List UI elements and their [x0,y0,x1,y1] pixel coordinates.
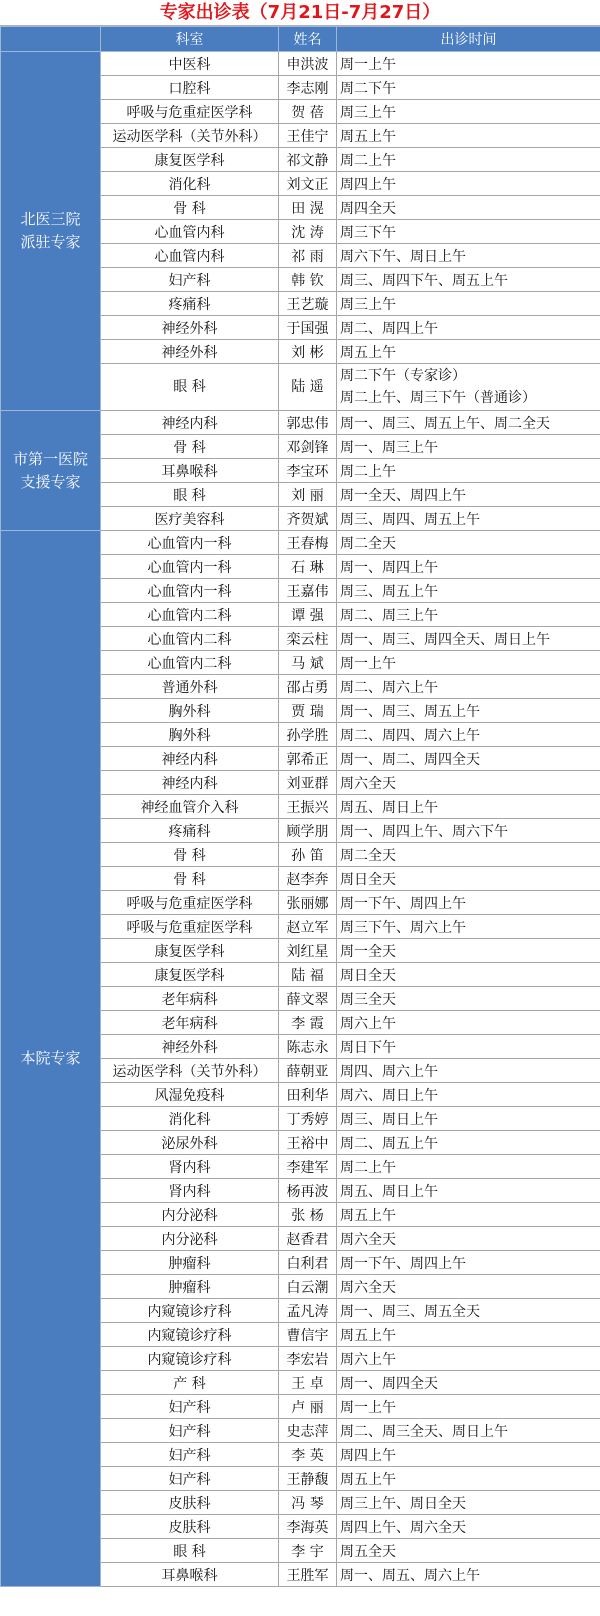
clinic-time-cell [337,100,600,124]
table-row [1,52,600,76]
clinic-time-cell [337,1059,600,1083]
doctor-name-cell: 杨再波 [279,1179,337,1203]
clinic-time-line: 周六、周日上午 [340,1087,438,1104]
doctor-name-cell: 李志刚 [279,76,337,100]
clinic-time-cell [337,651,600,675]
dept-cell: 皮肤科 [101,1515,279,1539]
doctor-name-cell: 王裕中 [279,1131,337,1155]
dept-cell: 运动医学科（关节外科） [101,124,279,148]
clinic-time-cell [337,340,600,364]
dept-cell: 康复医学科 [101,939,279,963]
doctor-name-cell: 卢 丽 [279,1395,337,1419]
clinic-time-line: 周三、周日上午 [340,1111,438,1128]
dept-cell: 神经内科 [101,771,279,795]
doctor-name-cell: 薛朝亚 [279,1059,337,1083]
doctor-name-cell: 陆 福 [279,963,337,987]
clinic-time-cell [337,747,600,771]
dept-cell: 肿瘤科 [101,1275,279,1299]
doctor-name-cell: 陆 遥 [279,364,337,411]
clinic-time-cell [337,915,600,939]
dept-cell: 康复医学科 [101,148,279,172]
header-time: 出诊时间 [337,27,600,52]
clinic-time-line: 周六上午 [340,1351,396,1368]
doctor-name-cell: 王胜军 [279,1563,337,1587]
dept-cell: 妇产科 [101,1419,279,1443]
clinic-time-line: 周五、周日上午 [340,1183,438,1200]
clinic-time-cell [337,1275,600,1299]
clinic-time-cell [337,148,600,172]
clinic-time-cell [337,1539,600,1563]
doctor-name-cell: 丁秀婷 [279,1107,337,1131]
doctor-name-cell: 史志萍 [279,1419,337,1443]
doctor-name-cell: 齐贺斌 [279,507,337,531]
schedule-table [0,26,600,1587]
group-label-line: 派驻专家 [20,233,81,251]
clinic-time-cell [337,627,600,651]
doctor-name-cell: 田 滉 [279,196,337,220]
doctor-name-cell: 曹信宇 [279,1323,337,1347]
clinic-time-line: 周一上午 [340,1399,396,1416]
clinic-time-line: 周四上午、周六全天 [340,1519,466,1536]
header-group [1,27,101,52]
dept-cell: 骨 科 [101,435,279,459]
dept-cell: 心血管内一科 [101,555,279,579]
dept-cell: 胸外科 [101,699,279,723]
doctor-name-cell: 李宝环 [279,459,337,483]
clinic-time-line: 周四上午 [340,1447,396,1464]
clinic-time-line: 周四上午 [340,176,396,193]
clinic-time-line: 周五全天 [340,1543,396,1560]
clinic-time-cell [337,1323,600,1347]
clinic-time-line: 周六全天 [340,1231,396,1248]
group-label [1,52,101,411]
clinic-time-cell [337,603,600,627]
clinic-time-cell [337,1443,600,1467]
doctor-name-cell: 谭 强 [279,603,337,627]
clinic-time-cell [337,268,600,292]
clinic-time-cell [337,1107,600,1131]
clinic-time-line: 周二全天 [340,847,396,864]
dept-cell: 骨 科 [101,196,279,220]
clinic-time-cell [337,891,600,915]
clinic-time-cell [337,675,600,699]
doctor-name-cell: 邓剑锋 [279,435,337,459]
clinic-time-line: 周日全天 [340,967,396,984]
doctor-name-cell: 马 斌 [279,651,337,675]
clinic-time-cell [337,1155,600,1179]
dept-cell: 老年病科 [101,987,279,1011]
clinic-time-line: 周二下午 [340,80,396,97]
clinic-time-cell [337,244,600,268]
doctor-name-cell: 刘 彬 [279,340,337,364]
table-row [1,411,600,435]
dept-cell: 妇产科 [101,1395,279,1419]
clinic-time-line: 周四、周六上午 [340,1063,438,1080]
doctor-name-cell: 申洪波 [279,52,337,76]
dept-cell: 内窥镜诊疗科 [101,1299,279,1323]
clinic-time-cell [337,52,600,76]
dept-cell: 妇产科 [101,1443,279,1467]
doctor-name-cell: 王 卓 [279,1371,337,1395]
doctor-name-cell: 贾 瑞 [279,699,337,723]
clinic-time-line: 周五、周日上午 [340,799,438,816]
clinic-time-line: 周三下午、周六上午 [340,919,466,936]
clinic-time-cell [337,507,600,531]
clinic-time-cell [337,459,600,483]
doctor-name-cell: 刘 丽 [279,483,337,507]
dept-cell: 肾内科 [101,1155,279,1179]
clinic-time-line: 周一、周三、周五上午 [340,703,480,720]
group-label-line: 本院专家 [20,1049,81,1067]
doctor-name-cell: 李海英 [279,1515,337,1539]
clinic-time-cell [337,1563,600,1587]
group-label [1,531,101,1587]
dept-cell: 内分泌科 [101,1203,279,1227]
clinic-time-cell [337,364,600,411]
dept-cell: 疼痛科 [101,819,279,843]
clinic-time-line: 周一、周三、周五上午、周二全天 [340,415,550,432]
dept-cell: 疼痛科 [101,292,279,316]
clinic-time-cell [337,867,600,891]
group-label-line: 北医三院 [20,210,81,228]
clinic-time-cell [337,963,600,987]
dept-cell: 神经内科 [101,411,279,435]
dept-cell: 泌尿外科 [101,1131,279,1155]
clinic-time-cell [337,1011,600,1035]
clinic-time-cell [337,1179,600,1203]
schedule-body [1,52,600,1587]
dept-cell: 骨 科 [101,867,279,891]
clinic-time-line: 周一、周四全天 [340,1375,438,1392]
doctor-name-cell: 赵立军 [279,915,337,939]
clinic-time-line: 周六全天 [340,1279,396,1296]
clinic-time-cell [337,1083,600,1107]
doctor-name-cell: 孟凡涛 [279,1299,337,1323]
clinic-time-line: 周三上午 [340,104,396,121]
clinic-time-cell [337,1347,600,1371]
clinic-time-cell [337,1467,600,1491]
clinic-time-cell [337,819,600,843]
doctor-name-cell: 张丽娜 [279,891,337,915]
clinic-time-line: 周一、周三、周五全天 [340,1303,480,1320]
doctor-name-cell: 贺 蓓 [279,100,337,124]
group-label-line: 支援专家 [20,472,81,491]
dept-cell: 神经外科 [101,316,279,340]
dept-cell: 产 科 [101,1371,279,1395]
dept-cell: 内窥镜诊疗科 [101,1347,279,1371]
doctor-name-cell: 李 霞 [279,1011,337,1035]
clinic-time-cell [337,483,600,507]
dept-cell: 心血管内一科 [101,531,279,555]
clinic-time-cell [337,771,600,795]
clinic-time-cell [337,1251,600,1275]
clinic-time-line: 周二上午 [340,1159,396,1176]
clinic-time-line: 周一、周五、周六上午 [340,1567,480,1584]
dept-cell: 呼吸与危重症医学科 [101,100,279,124]
clinic-time-cell [337,1515,600,1539]
clinic-time-cell [337,1131,600,1155]
clinic-time-line: 周五上午 [340,344,396,361]
clinic-time-cell [337,723,600,747]
clinic-time-line: 周二、周五上午 [340,1135,438,1152]
clinic-time-line: 周一下午、周四上午 [340,1255,466,1272]
clinic-time-line: 周三上午 [340,296,396,313]
doctor-name-cell: 赵李奔 [279,867,337,891]
dept-cell: 心血管内科 [101,220,279,244]
clinic-time-cell [337,555,600,579]
clinic-time-line: 周六全天 [340,775,396,792]
doctor-name-cell: 王嘉伟 [279,579,337,603]
doctor-name-cell: 王振兴 [279,795,337,819]
dept-cell: 消化科 [101,172,279,196]
doctor-name-cell: 祁 雨 [279,244,337,268]
dept-cell: 医疗美容科 [101,507,279,531]
doctor-name-cell: 王佳宁 [279,124,337,148]
doctor-name-cell: 栾云柱 [279,627,337,651]
clinic-time-cell [337,196,600,220]
clinic-time-line: 周一、周四上午 [340,559,438,576]
doctor-name-cell: 白利君 [279,1251,337,1275]
doctor-name-cell: 王春梅 [279,531,337,555]
clinic-time-cell [337,579,600,603]
clinic-time-cell [337,1491,600,1515]
clinic-time-line: 周一、周四上午、周六下午 [340,823,508,840]
doctor-name-cell: 郭忠伟 [279,411,337,435]
dept-cell: 皮肤科 [101,1491,279,1515]
clinic-time-line: 周三下午 [340,224,396,241]
clinic-time-line: 周二、周三上午 [340,607,438,624]
doctor-name-cell: 于国强 [279,316,337,340]
dept-cell: 内分泌科 [101,1227,279,1251]
doctor-name-cell: 郭希正 [279,747,337,771]
dept-cell: 心血管内科 [101,244,279,268]
clinic-time-cell [337,1419,600,1443]
dept-cell: 老年病科 [101,1011,279,1035]
clinic-time-cell [337,531,600,555]
doctor-name-cell: 祁文静 [279,148,337,172]
dept-cell: 心血管内一科 [101,579,279,603]
clinic-time-line: 周五上午 [340,128,396,145]
clinic-time-cell [337,292,600,316]
doctor-name-cell: 石 琳 [279,555,337,579]
clinic-time-cell [337,699,600,723]
clinic-time-line: 周六下午、周日上午 [340,248,466,265]
dept-cell: 眼 科 [101,483,279,507]
doctor-name-cell: 王艺璇 [279,292,337,316]
clinic-time-line: 周二上午、周三下午（普通诊） [340,390,536,406]
header-name: 姓名 [279,27,337,52]
clinic-time-cell [337,76,600,100]
clinic-time-line: 周一上午 [340,655,396,672]
clinic-time-cell [337,939,600,963]
doctor-name-cell: 沈 涛 [279,220,337,244]
clinic-time-line: 周二、周六上午 [340,679,438,696]
clinic-time-line: 周一全天 [340,943,396,960]
doctor-name-cell: 薛文翠 [279,987,337,1011]
clinic-time-cell [337,435,600,459]
clinic-time-cell [337,124,600,148]
clinic-time-cell [337,1203,600,1227]
clinic-time-line: 周二、周四、周六上午 [340,727,480,744]
clinic-time-line: 周一上午 [340,56,396,73]
doctor-name-cell: 孙学胜 [279,723,337,747]
clinic-time-line: 周一、周三、周四全天、周日上午 [340,631,550,648]
doctor-name-cell: 冯 琴 [279,1491,337,1515]
dept-cell: 耳鼻喉科 [101,1563,279,1587]
group-label [1,411,101,531]
dept-cell: 耳鼻喉科 [101,459,279,483]
doctor-name-cell: 顾学朋 [279,819,337,843]
clinic-time-cell [337,987,600,1011]
header-row [1,27,600,52]
clinic-time-cell [337,843,600,867]
clinic-time-line: 周日全天 [340,871,396,888]
clinic-time-line: 周五上午 [340,1471,396,1488]
dept-cell: 风湿免疫科 [101,1083,279,1107]
dept-cell: 妇产科 [101,268,279,292]
doctor-name-cell: 孙 笛 [279,843,337,867]
clinic-time-cell [337,1395,600,1419]
dept-cell: 运动医学科（关节外科） [101,1059,279,1083]
clinic-time-cell [337,1371,600,1395]
doctor-name-cell: 张 杨 [279,1203,337,1227]
clinic-time-line: 周五上午 [340,1327,396,1344]
clinic-time-cell [337,220,600,244]
clinic-time-cell [337,1299,600,1323]
dept-cell: 肾内科 [101,1179,279,1203]
dept-cell: 心血管内二科 [101,627,279,651]
dept-cell: 消化科 [101,1107,279,1131]
dept-cell: 神经血管介入科 [101,795,279,819]
clinic-time-line: 周一、周三上午 [340,439,438,456]
clinic-time-line: 周四全天 [340,200,396,217]
doctor-name-cell: 韩 钦 [279,268,337,292]
dept-cell: 口腔科 [101,76,279,100]
doctor-name-cell: 邵占勇 [279,675,337,699]
dept-cell: 内窥镜诊疗科 [101,1323,279,1347]
dept-cell: 胸外科 [101,723,279,747]
dept-cell: 神经外科 [101,340,279,364]
clinic-time-line: 周二、周四上午 [340,320,438,337]
clinic-time-line: 周一全天、周四上午 [340,487,466,504]
dept-cell: 骨 科 [101,843,279,867]
clinic-time-line: 周三上午、周日全天 [340,1495,466,1512]
doctor-name-cell: 李宏岩 [279,1347,337,1371]
dept-cell: 呼吸与危重症医学科 [101,915,279,939]
dept-cell: 肿瘤科 [101,1251,279,1275]
doctor-name-cell: 刘红星 [279,939,337,963]
dept-cell: 呼吸与危重症医学科 [101,891,279,915]
clinic-time-cell [337,316,600,340]
clinic-time-line: 周二上午 [340,152,396,169]
clinic-time-cell [337,411,600,435]
clinic-time-line: 周日下午 [340,1039,396,1056]
doctor-name-cell: 李 宇 [279,1539,337,1563]
clinic-time-line: 周二全天 [340,535,396,552]
clinic-time-line: 周六上午 [340,1015,396,1032]
clinic-time-line: 周五上午 [340,1207,396,1224]
doctor-name-cell: 赵香君 [279,1227,337,1251]
dept-cell: 眼 科 [101,364,279,411]
doctor-name-cell: 田利华 [279,1083,337,1107]
clinic-time-line: 周二、周三全天、周日上午 [340,1423,508,1440]
doctor-name-cell: 李 英 [279,1443,337,1467]
doctor-name-cell: 刘亚群 [279,771,337,795]
page-title: 专家出诊表（7月21日-7月27日） [0,0,600,26]
clinic-time-line: 周三、周五上午 [340,583,438,600]
doctor-name-cell: 刘文正 [279,172,337,196]
dept-cell: 心血管内二科 [101,603,279,627]
doctor-name-cell: 白云潮 [279,1275,337,1299]
clinic-time-line: 周三、周四下午、周五上午 [340,272,508,289]
table-row [1,531,600,555]
clinic-time-line: 周二上午 [340,463,396,480]
dept-cell: 神经内科 [101,747,279,771]
clinic-time-cell [337,1227,600,1251]
clinic-time-cell [337,172,600,196]
dept-cell: 妇产科 [101,1467,279,1491]
clinic-time-cell [337,1035,600,1059]
clinic-time-line: 周三、周四、周五上午 [340,511,480,528]
dept-cell: 中医科 [101,52,279,76]
dept-cell: 康复医学科 [101,963,279,987]
dept-cell: 神经外科 [101,1035,279,1059]
doctor-name-cell: 李建军 [279,1155,337,1179]
clinic-time-line: 周一、周二、周四全天 [340,751,480,768]
header-dept: 科室 [101,27,279,52]
clinic-time-line: 周二下午（专家诊） [340,368,466,384]
doctor-name-cell: 陈志永 [279,1035,337,1059]
dept-cell: 普通外科 [101,675,279,699]
group-label-line: 市第一医院 [12,449,88,468]
doctor-name-cell: 王静馥 [279,1467,337,1491]
clinic-time-cell [337,795,600,819]
dept-cell: 眼 科 [101,1539,279,1563]
dept-cell: 心血管内二科 [101,651,279,675]
clinic-time-line: 周三全天 [340,991,396,1008]
clinic-time-line: 周一下午、周四上午 [340,895,466,912]
